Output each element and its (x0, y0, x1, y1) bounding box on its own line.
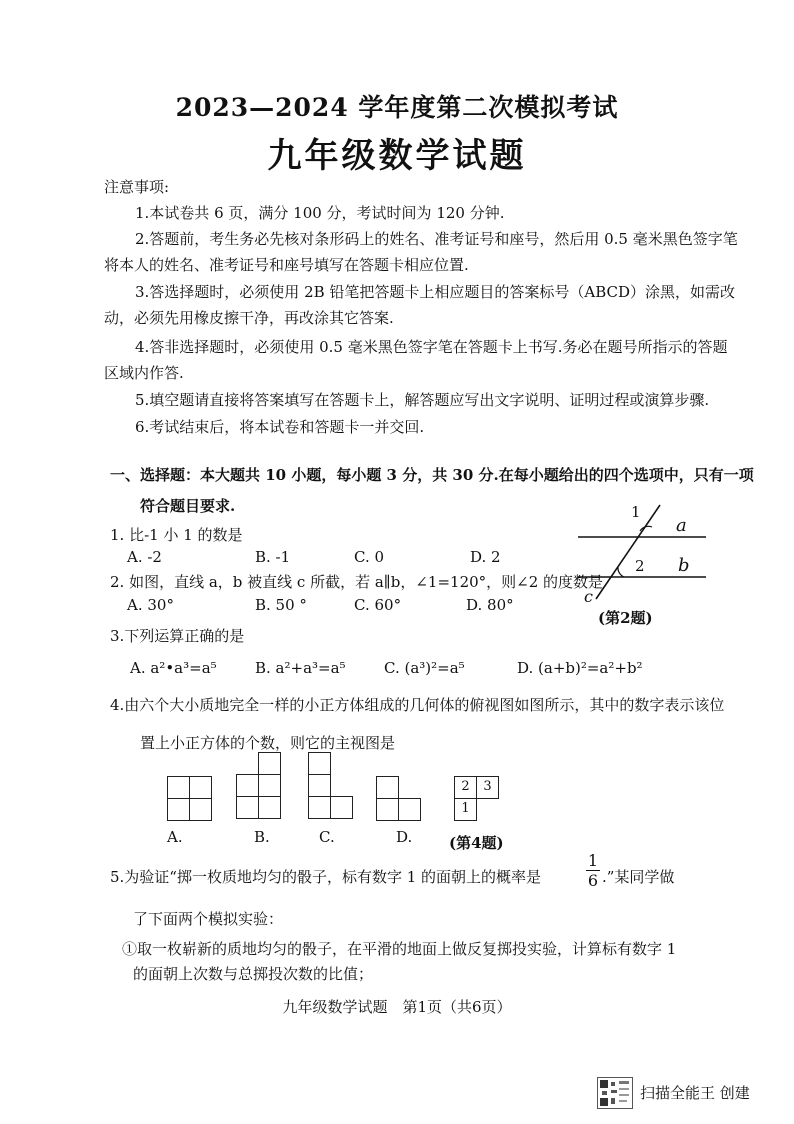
scanner-watermark: 扫描全能王 创建 (640, 1084, 750, 1102)
q5-experiment-1: ①取一枚崭新的质地均匀的骰子，在平滑的地面上做反复掷投实验，计算标有数字 1 (122, 940, 677, 958)
q3-option-d: D. (a+b)²=a²+b² (517, 659, 643, 677)
page-footer: 九年级数学试题 第1页（共6页） (282, 998, 512, 1016)
q5-fraction (586, 852, 600, 891)
qr-code-icon (597, 1077, 633, 1109)
q3-stem: 3.下列运算正确的是 (110, 627, 245, 645)
q4-figure-b (236, 752, 306, 824)
notice-item: 2.答题前，考生务必先核对条形码上的姓名、准考证号和座号，然后用 0.5 毫米黑色签字笔 (135, 230, 738, 248)
q4-stem: 4.由六个大小质地完全一样的小正方体组成的几何体的俯视图如图所示，其中的数字表示该位 (110, 696, 725, 714)
section-heading-cont: 符合题目要求. (140, 497, 236, 515)
q4-option-b-label: B. (254, 828, 270, 846)
q2-option-b: B. 50 ° (255, 596, 307, 614)
q5-experiment-1-cont: 的面朝上次数与总掷投次数的比值； (133, 965, 374, 983)
exam-subject-title: 九年级数学试题 (267, 136, 527, 176)
exam-title: 2023—2024 学年度第二次模拟考试 (175, 93, 619, 122)
fraction-numerator: 1 (587, 851, 599, 870)
notice-heading: 注意事项: (104, 178, 170, 196)
q4-option-a-label: A. (167, 828, 183, 846)
notice-item: 6.考试结束后，将本试卷和答题卡一并交回. (135, 418, 425, 436)
notice-item: 4.答非选择题时，必须使用 0.5 毫米黑色签字笔在答题卡上书写.务必在题号所指示的答题 (135, 338, 728, 356)
q4-stem-cont: 置上小正方体的个数，则它的主视图是 (140, 734, 396, 752)
q4-top-view (454, 776, 504, 824)
q4-caption: (第4题) (449, 834, 504, 852)
top-view-cell: 3 (476, 776, 499, 799)
top-view-cell: 1 (454, 798, 477, 821)
q4-option-d-label: D. (396, 828, 413, 846)
q2-figure (578, 503, 708, 628)
angle-2-label: 2 (635, 557, 645, 575)
line-c (596, 505, 660, 599)
q1-option-a: A. -2 (127, 548, 162, 566)
q3-option-a: A. a²•a³=a⁵ (130, 659, 217, 677)
notice-item: 3.答选择题时，必须使用 2B 铅笔把答题卡上相应题目的答案标号（ABCD）涂黑，如需改 (135, 283, 736, 301)
q5-stem-end: .”某同学做 (602, 868, 675, 886)
q4-option-c-label: C. (319, 828, 335, 846)
angle-1-arc (640, 526, 652, 531)
line-b-label: b (678, 555, 690, 576)
q1-option-d: D. 2 (470, 548, 501, 566)
notice-item: 1.本试卷共 6 页，满分 100 分，考试时间为 120 分钟. (135, 204, 505, 222)
q3-option-b: B. a²+a³=a⁵ (255, 659, 346, 677)
q3-option-c: C. (a³)²=a⁵ (384, 659, 465, 677)
q2-option-c: C. 60° (354, 596, 402, 614)
q2-option-a: A. 30° (127, 596, 174, 614)
q4-figure-a (167, 776, 237, 824)
q4-figure-c (308, 752, 378, 824)
notice-item: 区域内作答. (104, 364, 184, 382)
q1-stem: 1. 比-1 小 1 的数是 (110, 526, 243, 544)
q2-caption: (第2题) (598, 609, 653, 627)
angle-1-label: 1 (631, 503, 641, 521)
section-heading: 一、选择题：本大题共 10 小题，每小题 3 分，共 30 分.在每小题给出的四个选项中，只有一项 (110, 466, 754, 484)
q4-figure-d (376, 776, 446, 824)
q1-option-c: C. 0 (354, 548, 385, 566)
q2-option-d: D. 80° (466, 596, 514, 614)
line-a-label: a (676, 515, 687, 536)
q5-stem: 5.为验证“掷一枚质地均匀的骰子，标有数字 1 的面朝上的概率是 (110, 868, 542, 886)
notice-item: 将本人的姓名、准考证号和座号填写在答题卡相应位置. (104, 256, 469, 274)
line-c-label: c (584, 587, 593, 606)
notice-item: 5.填空题请直接将答案填写在答题卡上，解答题应写出文字说明、证明过程或演算步骤. (135, 391, 710, 409)
fraction-denominator: 6 (587, 871, 599, 890)
top-view-cell: 2 (454, 776, 477, 799)
notice-item: 动，必须先用橡皮擦干净，再改涂其它答案. (104, 309, 394, 327)
q1-option-b: B. -1 (255, 548, 291, 566)
angle-2-arc (618, 567, 624, 577)
q5-stem-cont: 了下面两个模拟实验： (133, 910, 284, 928)
q2-stem: 2. 如图，直线 a，b 被直线 c 所截，若 a∥b，∠1=120°，则∠2 的度数是 (110, 573, 604, 591)
